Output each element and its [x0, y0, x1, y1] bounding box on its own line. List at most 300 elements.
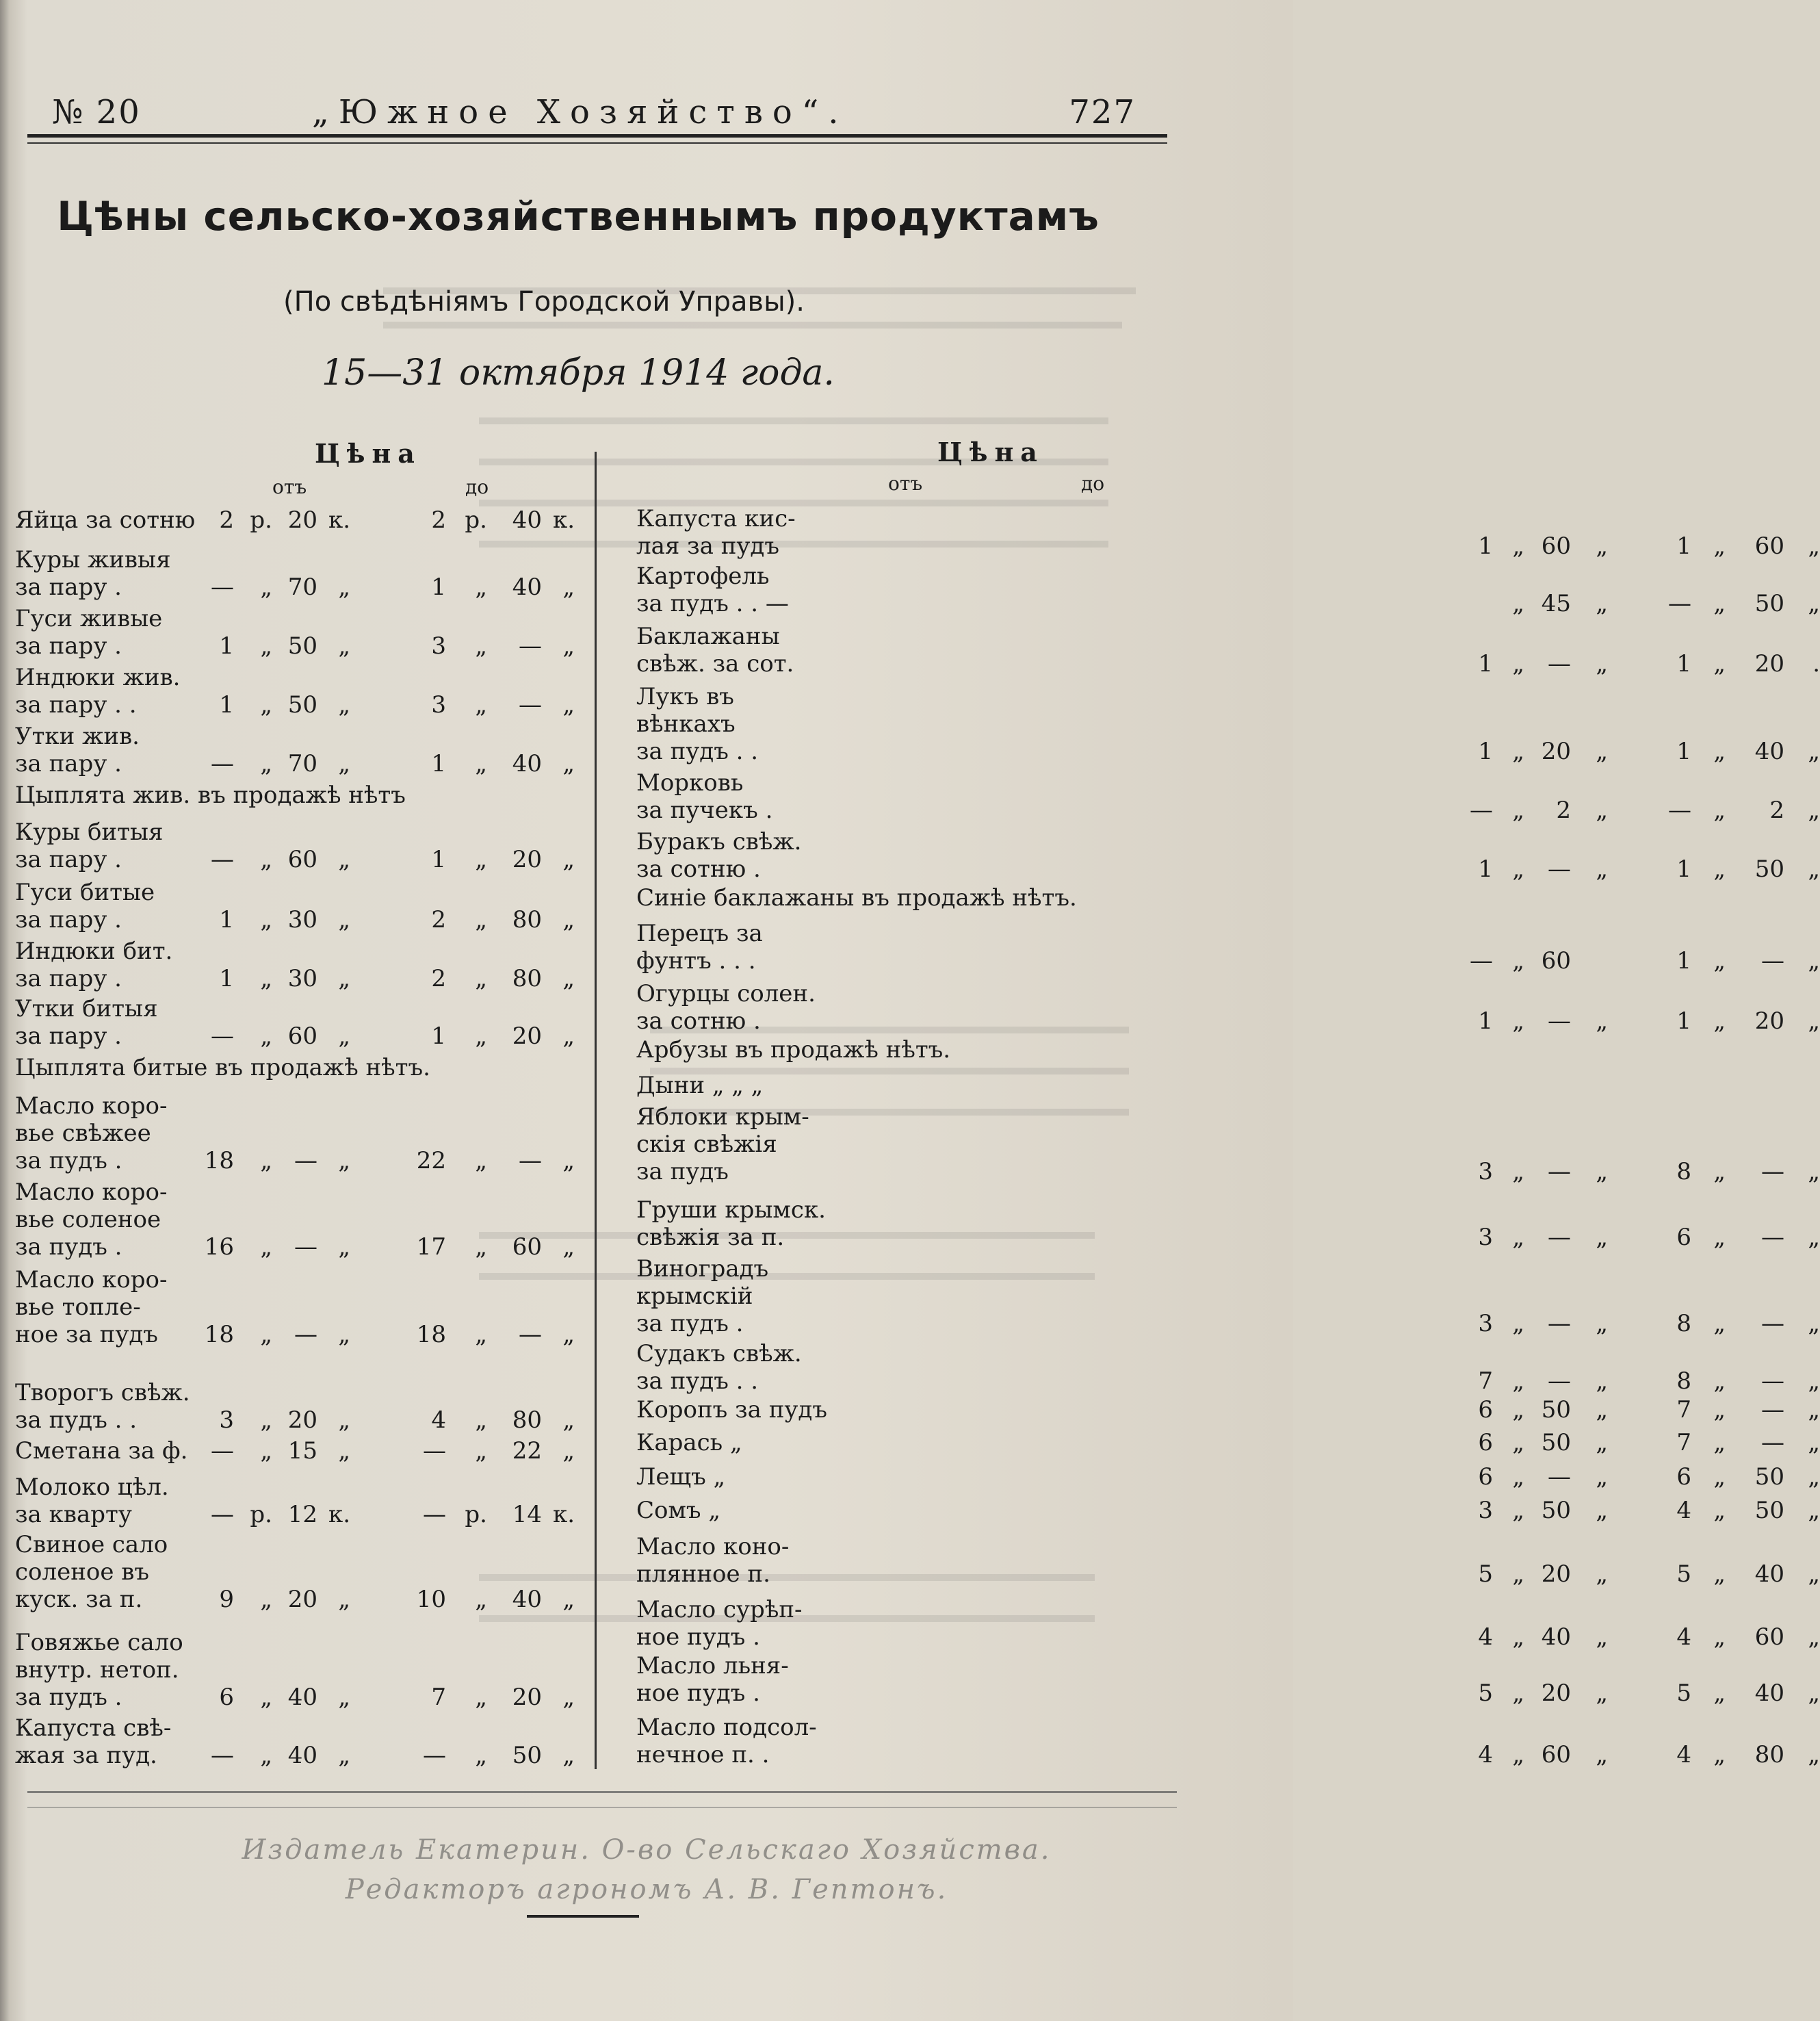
product-name	[636, 1533, 789, 1588]
product-name-line: за пару .	[15, 965, 122, 992]
from-kopecks-unit: „	[338, 750, 350, 777]
to-kopecks-unit: „	[1808, 1560, 1820, 1588]
to-kopecks-unit: „	[562, 1406, 575, 1434]
product-name-line: Куры живыя	[15, 546, 171, 574]
to-kopecks: —	[519, 632, 542, 660]
from-kopecks: 50	[1541, 1497, 1571, 1524]
product-name-line: Яйца за сотню	[15, 506, 196, 534]
from-kopecks-unit: „	[338, 1233, 350, 1261]
from-rubles-unit: „	[1512, 1007, 1524, 1035]
to-rubles-unit: „	[1713, 1679, 1726, 1707]
product-name	[636, 828, 802, 883]
from-rubles-unit: „	[1512, 855, 1524, 883]
from-kopecks-unit: „	[1596, 1007, 1608, 1035]
to-kopecks-unit: „	[562, 846, 575, 873]
from-kopecks-unit: „	[1596, 1310, 1608, 1337]
to-kopecks: 80	[512, 1406, 542, 1434]
to-kopecks: —	[1761, 1396, 1784, 1424]
product-name	[636, 1255, 768, 1337]
to-rubles-unit: „	[475, 1742, 487, 1769]
to-rubles-unit: „	[475, 1233, 487, 1261]
from-kopecks: 70	[287, 750, 317, 777]
to-rubles: 3	[431, 691, 446, 719]
from-kopecks-unit: „	[338, 691, 350, 719]
product-name-line: Картофель	[636, 563, 770, 590]
from-kopecks-unit: „	[338, 632, 350, 660]
from-rubles-unit: „	[1512, 1158, 1524, 1185]
product-name-line: Утки битыя	[15, 995, 158, 1022]
to-kopecks: 60	[512, 1233, 542, 1261]
from-rubles-unit: „	[1512, 1560, 1524, 1588]
to-kopecks-unit: „	[562, 1586, 575, 1613]
from-kopecks: —	[1548, 1007, 1571, 1035]
product-name	[15, 1714, 171, 1769]
product-name-line: за пудъ . . —	[636, 590, 789, 617]
from-rubles: 1	[1478, 532, 1493, 560]
product-name-line: вье свѣжее	[15, 1120, 151, 1147]
from-rubles: —	[211, 1437, 234, 1465]
to-rubles: 18	[416, 1321, 446, 1348]
product-name-line: за кварту	[15, 1501, 132, 1528]
to-rubles-unit: р.	[465, 506, 487, 534]
product-name-line: Индюки бит.	[15, 938, 173, 965]
to-kopecks-unit: „	[562, 574, 575, 601]
product-name-line: за пучекъ .	[636, 797, 773, 824]
from-kopecks: 20	[287, 506, 317, 534]
from-rubles-unit: „	[1512, 1224, 1524, 1251]
to-rubles-unit: „	[1713, 590, 1726, 617]
from-kopecks-unit: „	[338, 1147, 350, 1174]
to-kopecks-unit: „	[1808, 1158, 1820, 1185]
from-rubles: 5	[1478, 1679, 1493, 1707]
product-name-line: свѣж. за сот.	[636, 650, 794, 678]
footer-rule-thin	[27, 1807, 1177, 1808]
from-rubles: 6	[1478, 1463, 1493, 1491]
product-name-line: жая за пуд.	[15, 1742, 157, 1769]
right-price-heading: Цѣна	[937, 437, 1044, 467]
to-rubles: 5	[1676, 1679, 1691, 1707]
to-rubles: 8	[1676, 1310, 1691, 1337]
from-kopecks-unit: „	[1596, 1158, 1608, 1185]
product-name	[636, 1463, 725, 1491]
to-rubles: 2	[431, 906, 446, 934]
to-rubles: 6	[1676, 1463, 1691, 1491]
to-rubles: 2	[431, 965, 446, 992]
product-name-line: Лещъ „	[636, 1463, 726, 1491]
from-rubles-unit: „	[260, 1586, 272, 1613]
to-kopecks: 60	[1754, 532, 1784, 560]
to-rubles-unit: „	[1713, 1623, 1726, 1651]
right-from-label: отъ	[888, 472, 923, 495]
product-name-line: свѣжія за п.	[636, 1224, 785, 1251]
to-rubles: 1	[431, 1022, 446, 1050]
to-kopecks-unit: „	[1808, 738, 1820, 765]
from-rubles: 1	[1478, 650, 1493, 678]
from-rubles: 1	[1478, 855, 1493, 883]
product-name-line: Огурцы солен.	[636, 980, 816, 1007]
from-kopecks: —	[1548, 1310, 1571, 1337]
product-name-line: ное за пудъ	[15, 1321, 158, 1348]
product-name-line: Виноградъ	[636, 1255, 769, 1283]
from-rubles: 3	[1478, 1497, 1493, 1524]
from-kopecks: 60	[1541, 1741, 1571, 1768]
product-name-line: за пудъ .	[15, 1233, 122, 1261]
from-rubles-unit: „	[260, 906, 272, 934]
product-name-line: за пару .	[15, 574, 122, 601]
to-kopecks-unit: „	[562, 1147, 575, 1174]
from-rubles-unit: „	[1512, 650, 1524, 678]
to-rubles: 4	[431, 1406, 446, 1434]
from-kopecks: 50	[287, 691, 317, 719]
from-rubles: 3	[1478, 1224, 1493, 1251]
product-name	[15, 664, 180, 719]
product-name	[636, 1596, 802, 1651]
from-kopecks-unit: „	[1596, 1560, 1608, 1588]
product-name	[15, 1437, 187, 1465]
product-name	[636, 1497, 720, 1524]
to-kopecks: —	[1761, 1367, 1784, 1395]
product-name-line: Буракъ свѣж.	[636, 828, 802, 855]
to-rubles: 10	[416, 1586, 446, 1613]
from-kopecks: —	[1548, 1463, 1571, 1491]
issue-number: № 20	[52, 93, 141, 131]
from-rubles-unit: „	[1512, 1623, 1524, 1651]
to-kopecks-unit: „	[562, 632, 575, 660]
from-kopecks: —	[1548, 855, 1571, 883]
to-kopecks-unit: „	[1808, 1224, 1820, 1251]
product-name-line: за пудъ	[636, 1158, 729, 1185]
from-rubles-unit: „	[1512, 1463, 1524, 1491]
from-rubles-unit: „	[1512, 590, 1524, 617]
from-kopecks: 20	[287, 1586, 317, 1613]
header-rule	[27, 134, 1167, 138]
product-name-line: за пару .	[15, 750, 122, 777]
from-kopecks: —	[1548, 1158, 1571, 1185]
to-rubles: 1	[431, 574, 446, 601]
to-kopecks: 2	[1769, 797, 1784, 824]
from-rubles-unit: „	[260, 1233, 272, 1261]
to-kopecks-unit: „	[562, 1321, 575, 1348]
product-name-line: Масло коро-	[15, 1266, 168, 1293]
from-rubles-unit: „	[1512, 1679, 1524, 1707]
to-rubles: —	[423, 1437, 446, 1465]
from-kopecks: 20	[1541, 1560, 1571, 1588]
to-rubles: —	[1668, 590, 1691, 617]
from-rubles-unit: „	[1512, 947, 1524, 975]
to-rubles: 17	[416, 1233, 446, 1261]
product-name-line: за пудъ . .	[636, 1367, 759, 1395]
from-rubles: —	[211, 574, 234, 601]
to-kopecks-unit: „	[1808, 1007, 1820, 1035]
publisher-line: Издатель Екатерин. О-во Сельскаго Хозяйства.	[242, 1834, 1052, 1866]
from-rubles: 9	[219, 1586, 234, 1613]
to-rubles-unit: „	[1713, 1007, 1726, 1035]
to-kopecks: —	[519, 691, 542, 719]
from-rubles: 6	[219, 1684, 234, 1711]
to-kopecks-unit: „	[1808, 532, 1820, 560]
to-kopecks: 40	[512, 750, 542, 777]
to-rubles: 4	[1676, 1497, 1691, 1524]
to-rubles-unit: „	[1713, 1158, 1726, 1185]
product-name-line: за сотню .	[636, 1007, 761, 1035]
from-rubles-unit: р.	[250, 506, 272, 534]
to-rubles: 1	[1676, 947, 1691, 975]
to-rubles: 7	[1676, 1429, 1691, 1456]
from-rubles: 2	[219, 506, 234, 534]
product-name	[15, 995, 158, 1050]
from-rubles-unit: „	[260, 1147, 272, 1174]
to-rubles-unit: „	[1713, 1463, 1726, 1491]
product-name-line: вье соленое	[15, 1206, 161, 1233]
from-kopecks-unit: „	[338, 1406, 350, 1434]
from-rubles-unit: р.	[250, 1501, 272, 1528]
product-name-line: Масло льня-	[636, 1652, 789, 1679]
left-price-heading: Цѣна	[315, 438, 421, 469]
page-subtitle: (По свѣдѣніямъ Городской Управы).	[283, 286, 805, 318]
from-rubles-unit: „	[1512, 797, 1524, 824]
from-kopecks-unit: „	[1596, 1679, 1608, 1707]
product-name-line: плянное п.	[636, 1560, 770, 1588]
to-kopecks: —	[1761, 1429, 1784, 1456]
from-rubles: 5	[1478, 1560, 1493, 1588]
to-rubles: 5	[1676, 1560, 1691, 1588]
to-rubles-unit: „	[1713, 1497, 1726, 1524]
to-rubles: —	[423, 1501, 446, 1528]
product-name	[636, 1652, 789, 1707]
to-kopecks-unit: „	[1808, 855, 1820, 883]
to-kopecks: 20	[512, 1022, 542, 1050]
product-name	[15, 605, 162, 660]
to-kopecks: —	[1761, 1224, 1784, 1251]
product-name-line: за пару .	[15, 632, 122, 660]
to-kopecks-unit: „	[1808, 1623, 1820, 1651]
from-kopecks-unit: „	[1596, 855, 1608, 883]
to-rubles-unit: „	[1713, 1560, 1726, 1588]
to-rubles: 1	[1676, 738, 1691, 765]
from-kopecks-unit: „	[338, 1586, 350, 1613]
to-rubles-unit: „	[1713, 1367, 1726, 1395]
to-kopecks: 40	[512, 506, 542, 534]
from-rubles: 7	[1478, 1367, 1493, 1395]
product-name-line: Свиное сало	[15, 1531, 168, 1558]
from-kopecks-unit: „	[1596, 590, 1608, 617]
from-kopecks: 30	[287, 906, 317, 934]
product-name-line: Коропъ за пудъ	[636, 1396, 827, 1424]
to-kopecks: 40	[1754, 738, 1784, 765]
from-rubles: 3	[219, 1406, 234, 1434]
product-name-line: за пару .	[15, 846, 122, 873]
from-rubles: 6	[1478, 1429, 1493, 1456]
to-kopecks-unit: „	[1808, 947, 1820, 975]
to-rubles-unit: „	[475, 906, 487, 934]
product-name	[636, 1340, 802, 1395]
to-kopecks: 40	[512, 574, 542, 601]
from-rubles: 4	[1478, 1741, 1493, 1768]
from-rubles-unit: „	[1512, 1429, 1524, 1456]
product-name-line: Молоко цѣл.	[15, 1473, 169, 1501]
product-name	[636, 683, 758, 765]
from-rubles: —	[211, 846, 234, 873]
not-on-sale-note: Арбузы въ продажѣ нѣтъ.	[636, 1036, 951, 1064]
from-kopecks: 60	[287, 1022, 317, 1050]
product-name	[636, 563, 789, 617]
to-rubles: 1	[1676, 1007, 1691, 1035]
to-kopecks-unit: „	[1808, 1396, 1820, 1424]
from-kopecks: 45	[1541, 590, 1571, 617]
product-name-line: Яблоки крым-	[636, 1103, 809, 1131]
product-name	[15, 506, 195, 534]
to-kopecks-unit: к.	[552, 1501, 575, 1528]
not-on-sale-note: Синіе баклажаны въ продажѣ нѣтъ.	[636, 884, 1077, 912]
from-rubles: 1	[219, 965, 234, 992]
product-name	[15, 1531, 168, 1613]
page-number: 727	[1069, 93, 1136, 131]
from-kopecks-unit: „	[1596, 1396, 1608, 1424]
to-kopecks: 14	[512, 1501, 542, 1528]
product-name-line: Масло коро-	[15, 1092, 168, 1120]
from-kopecks: 20	[287, 1406, 317, 1434]
page-title: Цѣны сельско-хозяйственнымъ продуктамъ	[57, 193, 1100, 240]
product-name	[15, 1092, 167, 1174]
to-rubles-unit: „	[475, 691, 487, 719]
from-kopecks-unit: „	[338, 965, 350, 992]
product-name-line: вѣнкахъ	[636, 710, 736, 738]
product-name-line: Сметана за ф.	[15, 1437, 188, 1465]
from-kopecks: 15	[287, 1437, 317, 1465]
from-rubles-unit: „	[260, 1022, 272, 1050]
from-rubles: —	[211, 1501, 234, 1528]
not-on-sale-note: Цыплята битые въ продажѣ нѣтъ.	[15, 1054, 430, 1081]
product-name-line: Капуста свѣ-	[15, 1714, 172, 1742]
from-kopecks: 50	[287, 632, 317, 660]
to-rubles: 8	[1676, 1367, 1691, 1395]
product-name	[15, 879, 155, 934]
to-kopecks: —	[519, 1321, 542, 1348]
product-name-line: куск. за п.	[15, 1586, 143, 1613]
from-rubles: —	[211, 1022, 234, 1050]
product-name	[636, 505, 796, 560]
product-name-line: Судакъ свѣж.	[636, 1340, 802, 1367]
to-rubles: —	[1668, 797, 1691, 824]
to-rubles-unit: р.	[465, 1501, 487, 1528]
from-rubles: 1	[1478, 1007, 1493, 1035]
to-kopecks: 20	[1754, 1007, 1784, 1035]
from-kopecks-unit: „	[1596, 1497, 1608, 1524]
from-kopecks: 40	[287, 1742, 317, 1769]
from-kopecks-unit: „	[338, 1321, 350, 1348]
product-name	[636, 1429, 742, 1456]
to-kopecks-unit: „	[562, 691, 575, 719]
product-name	[15, 546, 171, 601]
from-rubles-unit: „	[260, 574, 272, 601]
product-name	[636, 1714, 817, 1768]
to-rubles: 1	[1676, 855, 1691, 883]
from-rubles: 1	[219, 691, 234, 719]
from-kopecks-unit: „	[338, 906, 350, 934]
closing-rule	[527, 1915, 639, 1918]
product-name-line: за пудъ . .	[15, 1406, 138, 1434]
from-kopecks-unit: „	[338, 574, 350, 601]
from-rubles: 16	[204, 1233, 234, 1261]
product-name-line: Говяжье сало	[15, 1629, 183, 1656]
product-name-line: Масло коро-	[15, 1179, 168, 1206]
from-rubles-unit: „	[260, 750, 272, 777]
product-name-line: за пудъ . .	[636, 738, 759, 765]
from-kopecks: 50	[1541, 1429, 1571, 1456]
to-rubles-unit: „	[475, 1586, 487, 1613]
to-rubles-unit: „	[475, 1147, 487, 1174]
from-kopecks-unit: „	[338, 1684, 350, 1711]
from-kopecks: 60	[1541, 947, 1571, 975]
from-kopecks: —	[294, 1321, 317, 1348]
product-name-line: Перецъ за	[636, 920, 763, 947]
to-kopecks: 50	[1754, 1463, 1784, 1491]
product-name-line: нечное п. .	[636, 1741, 770, 1768]
product-name	[636, 1103, 809, 1185]
product-name-line: Масло сурѣп-	[636, 1596, 803, 1623]
product-name	[15, 1629, 183, 1711]
to-rubles-unit: „	[1713, 855, 1726, 883]
from-rubles-unit: „	[1512, 1367, 1524, 1395]
from-kopecks: 40	[287, 1684, 317, 1711]
from-kopecks-unit: „	[1596, 650, 1608, 678]
to-rubles: 4	[1676, 1623, 1691, 1651]
from-kopecks: —	[1548, 1367, 1571, 1395]
product-name	[15, 1179, 167, 1261]
product-name	[636, 920, 763, 975]
from-kopecks-unit: „	[338, 846, 350, 873]
editor-line: Редакторъ агрономъ А. В. Гептонъ.	[345, 1874, 948, 1905]
to-kopecks-unit: „	[1808, 1310, 1820, 1337]
to-rubles-unit: „	[475, 1022, 487, 1050]
to-kopecks-unit: „	[1808, 1497, 1820, 1524]
from-kopecks-unit: „	[1596, 1741, 1608, 1768]
running-header	[52, 93, 1136, 137]
product-name	[15, 819, 163, 873]
from-kopecks-unit: „	[1596, 1463, 1608, 1491]
product-name-line: соленое въ	[15, 1558, 150, 1586]
not-on-sale-note: Дыни „ „ „	[636, 1072, 764, 1099]
from-rubles-unit: „	[1512, 1310, 1524, 1337]
to-kopecks: 50	[1754, 1497, 1784, 1524]
to-kopecks: 80	[1754, 1741, 1784, 1768]
from-rubles-unit: „	[260, 965, 272, 992]
product-name-line: Утки жив.	[15, 723, 140, 750]
to-kopecks-unit: „	[1808, 1463, 1820, 1491]
product-name-line: скія свѣжія	[636, 1131, 777, 1158]
product-name-line: вье топле-	[15, 1293, 141, 1321]
from-kopecks: —	[1548, 650, 1571, 678]
product-name-line: Творогъ свѣж.	[15, 1379, 190, 1406]
to-rubles: 4	[1676, 1741, 1691, 1768]
to-rubles-unit: „	[475, 1406, 487, 1434]
to-kopecks-unit: „	[562, 750, 575, 777]
to-rubles-unit: „	[1713, 1224, 1726, 1251]
from-kopecks: —	[294, 1147, 317, 1174]
to-rubles-unit: „	[1713, 1310, 1726, 1337]
to-kopecks: 40	[1754, 1560, 1784, 1588]
to-kopecks-unit: „	[1808, 1367, 1820, 1395]
to-rubles: 6	[1676, 1224, 1691, 1251]
from-kopecks-unit: „	[338, 1437, 350, 1465]
from-rubles: 1	[219, 632, 234, 660]
product-name-line: Масло коно-	[636, 1533, 790, 1560]
from-rubles: 1	[219, 906, 234, 934]
from-rubles-unit: „	[260, 691, 272, 719]
from-rubles-unit: „	[260, 846, 272, 873]
from-kopecks: 30	[287, 965, 317, 992]
product-name-line: за пару .	[15, 906, 122, 934]
